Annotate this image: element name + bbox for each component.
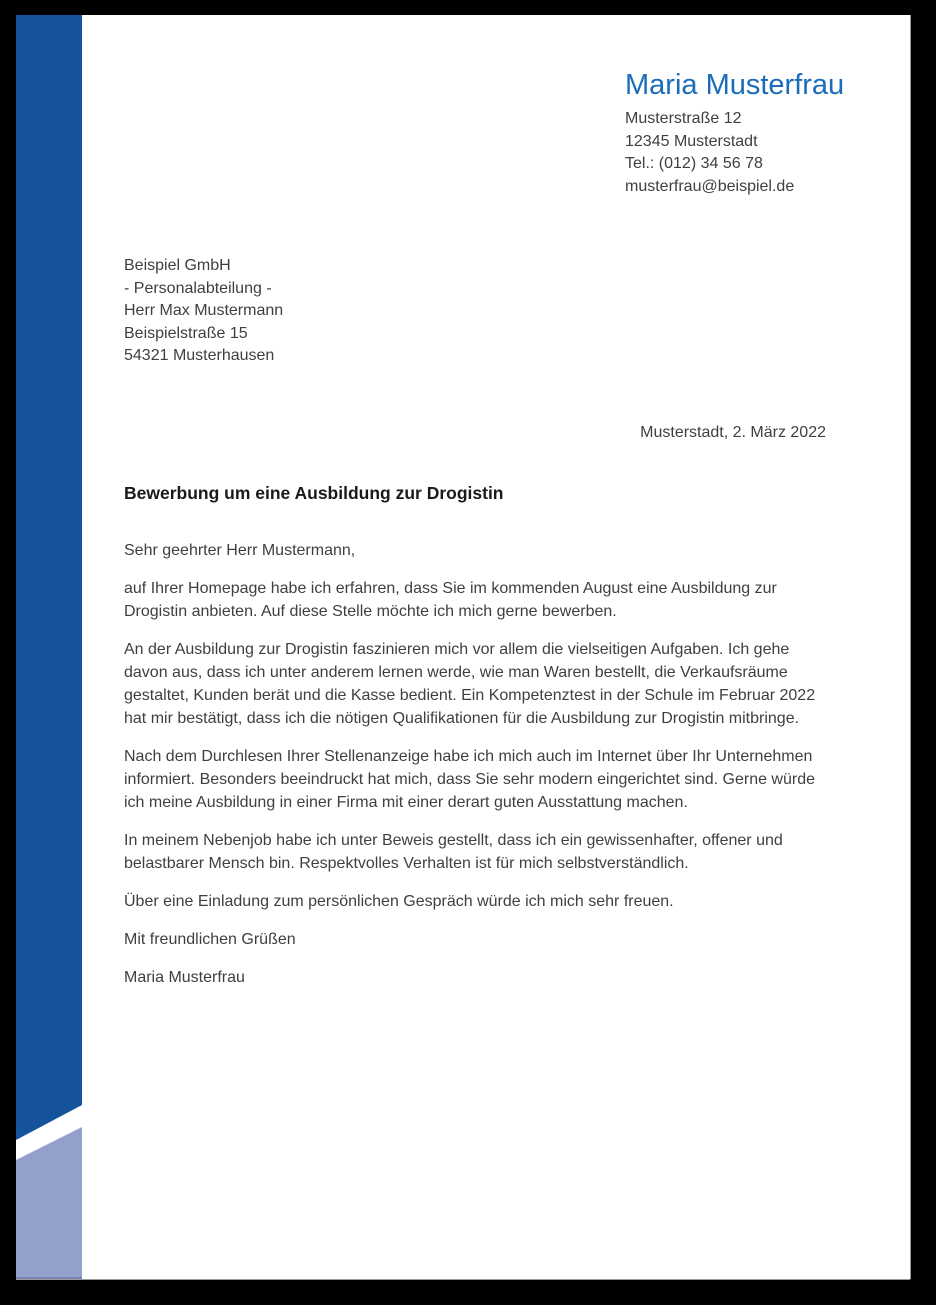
recipient-city: 54321 Musterhausen [124, 347, 275, 365]
recipient-department: - Personalabteilung - [124, 279, 272, 297]
accent-stripe-dark [16, 15, 82, 1140]
subject-line: Bewerbung um eine Ausbildung zur Drogistin [124, 483, 504, 503]
sender-city: 12345 Musterstadt [625, 132, 758, 150]
recipient-contact: Herr Max Mustermann [124, 302, 284, 320]
paragraph-qualities: In meinem Nebenjob habe ich unter Beweis gestellt, dass ich ein gewissenhafter, offener und belastbarer Mensch bin. Respektvolles Verhalten ist für mich selbstverständlich. [124, 832, 783, 872]
sender-name: Maria Musterfrau [625, 69, 845, 101]
salutation: Sehr geehrter Herr Mustermann, [124, 542, 356, 559]
recipient-street: Beispielstraße 15 [124, 324, 248, 342]
recipient-company: Beispiel GmbH [124, 257, 231, 274]
letter-body [124, 539, 832, 989]
sender-email: musterfrau@beispiel.de [625, 177, 795, 195]
sender-block [625, 67, 885, 198]
accent-stripe-light [16, 1127, 82, 1279]
letter-page [16, 15, 910, 1279]
signature-name: Maria Musterfrau [124, 969, 245, 986]
sender-phone: Tel.: (012) 34 56 78 [625, 155, 763, 173]
paragraph-invitation: Über eine Einladung zum persönlichen Gespräch würde ich mich sehr freuen. [124, 893, 674, 910]
closing: Mit freundlichen Grüßen [124, 931, 296, 948]
recipient-block [124, 255, 283, 368]
date-line: Musterstadt, 2. März 2022 [640, 424, 826, 441]
paragraph-intro: auf Ihrer Homepage habe ich erfahren, dass Sie im kommenden August eine Ausbildung zur Drogistin anbieten. Auf diese Stelle möchte ich mich gerne bewerben. [124, 580, 777, 620]
sender-street: Musterstraße 12 [625, 110, 742, 127]
paragraph-company: Nach dem Durchlesen Ihrer Stellenanzeige habe ich mich auch im Internet über Ihr Unternehmen informiert. Besonders beeindruckt hat mich, dass Sie sehr modern eingerichtet sind. Gerne würde ich meine Ausbildung in einer Firma mit einer derart guten Ausstattung machen. [124, 748, 816, 811]
paragraph-motivation: An der Ausbildung zur Drogistin faszinieren mich vor allem die vielseitigen Aufgaben. Ich gehe davon aus, dass ich unter anderem lernen werde, wie man Waren bestellt, die Verkaufsräume gestaltet, Kunden berät und die Kasse bedient. Ein Kompetenztest in der Schule im Februar 2022 hat mir bestätigt, dass ich die nötigen Qualifikationen für die Ausbildung zur Drogistin mitbringe. [124, 641, 816, 727]
